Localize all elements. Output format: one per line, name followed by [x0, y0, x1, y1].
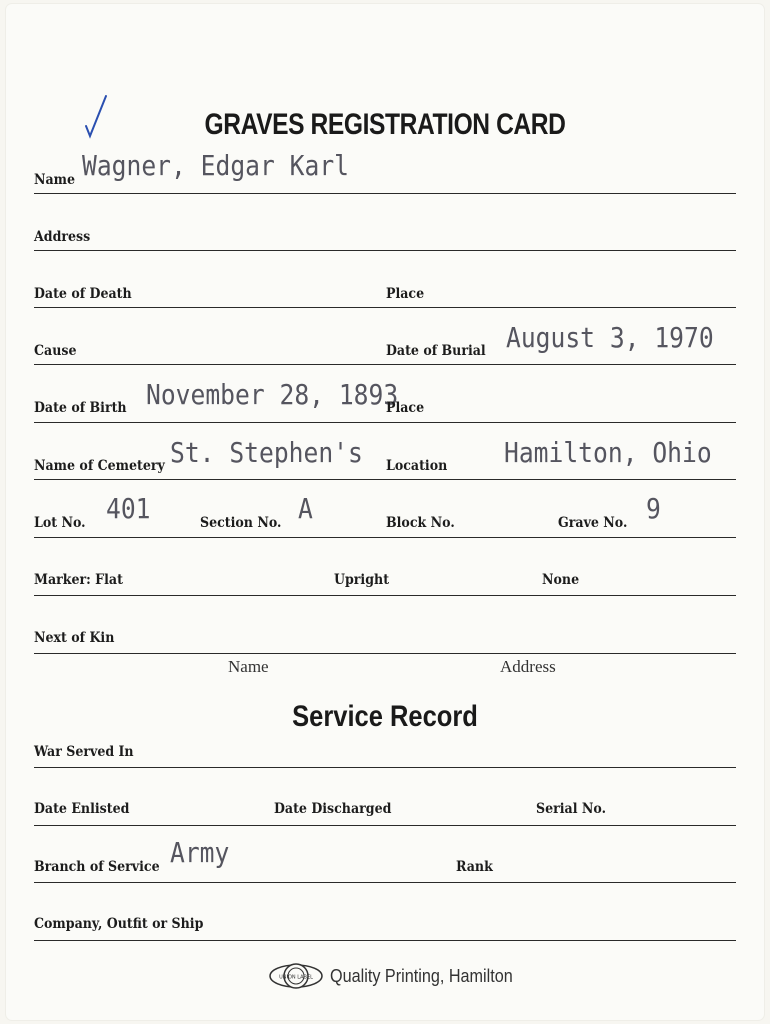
card-title: GRAVES REGISTRATION CARD: [204, 108, 566, 141]
service-record-title: Service Record: [292, 700, 478, 733]
date-discharged-label: Date Discharged: [274, 801, 392, 817]
serial-no-label: Serial No.: [536, 801, 606, 817]
marker-line: [34, 595, 736, 596]
grave-no-label: Grave No.: [558, 515, 628, 531]
company-line: [34, 940, 736, 941]
branch-value: Army: [170, 836, 230, 869]
date-of-death-label: Date of Death: [34, 286, 132, 302]
lot-line: [34, 537, 736, 538]
address-line: [34, 250, 736, 251]
kin-address-caption: Address: [500, 657, 556, 676]
date-of-burial-label: Date of Burial: [386, 343, 486, 359]
date-enlisted-label: Date Enlisted: [34, 801, 130, 817]
death-place-label: Place: [386, 286, 425, 302]
address-label: Address: [34, 229, 91, 245]
branch-label: Branch of Service: [34, 859, 160, 875]
date-of-birth-label: Date of Birth: [34, 400, 127, 416]
war-line: [34, 767, 736, 768]
date-of-burial-value: August 3, 1970: [506, 321, 714, 354]
block-no-label: Block No.: [386, 515, 455, 531]
war-served-label: War Served In: [34, 744, 134, 760]
printer-imprint: [268, 960, 533, 992]
union-label-text: UNION LABEL: [279, 974, 313, 981]
lot-no-label: Lot No.: [34, 515, 86, 531]
name-line: [34, 193, 736, 194]
rank-label: Rank: [456, 859, 493, 875]
location-label: Location: [386, 458, 448, 474]
location-value: Hamilton, Ohio: [504, 436, 712, 469]
section-no-value: A: [298, 492, 313, 525]
branch-line: [34, 882, 736, 883]
company-label: Company, Outfit or Ship: [34, 916, 204, 932]
name-value: Wagner, Edgar Karl: [82, 149, 350, 182]
grave-no-value: 9: [646, 492, 661, 525]
kin-line: [34, 653, 736, 654]
cause-label: Cause: [34, 343, 77, 359]
death-line: [34, 307, 736, 308]
marker-flat-label: Marker: Flat: [34, 572, 123, 588]
cemetery-value: St. Stephen's: [170, 436, 363, 469]
name-label: Name: [34, 172, 76, 188]
upright-label: Upright: [334, 572, 390, 588]
enlisted-line: [34, 825, 736, 826]
birth-line: [34, 422, 736, 423]
cause-line: [34, 364, 736, 365]
none-label: None: [542, 572, 580, 588]
birth-place-label: Place: [386, 400, 425, 416]
cemetery-line: [34, 479, 736, 480]
union-label-logo-icon: [268, 960, 324, 992]
lot-no-value: 401: [106, 492, 151, 525]
cemetery-label: Name of Cemetery: [34, 458, 165, 474]
section-no-label: Section No.: [200, 515, 282, 531]
kin-name-caption: Name: [228, 657, 269, 676]
printer-name: Quality Printing, Hamilton: [330, 965, 513, 986]
date-of-birth-value: November 28, 1893: [146, 378, 399, 411]
next-of-kin-label: Next of Kin: [34, 630, 115, 646]
